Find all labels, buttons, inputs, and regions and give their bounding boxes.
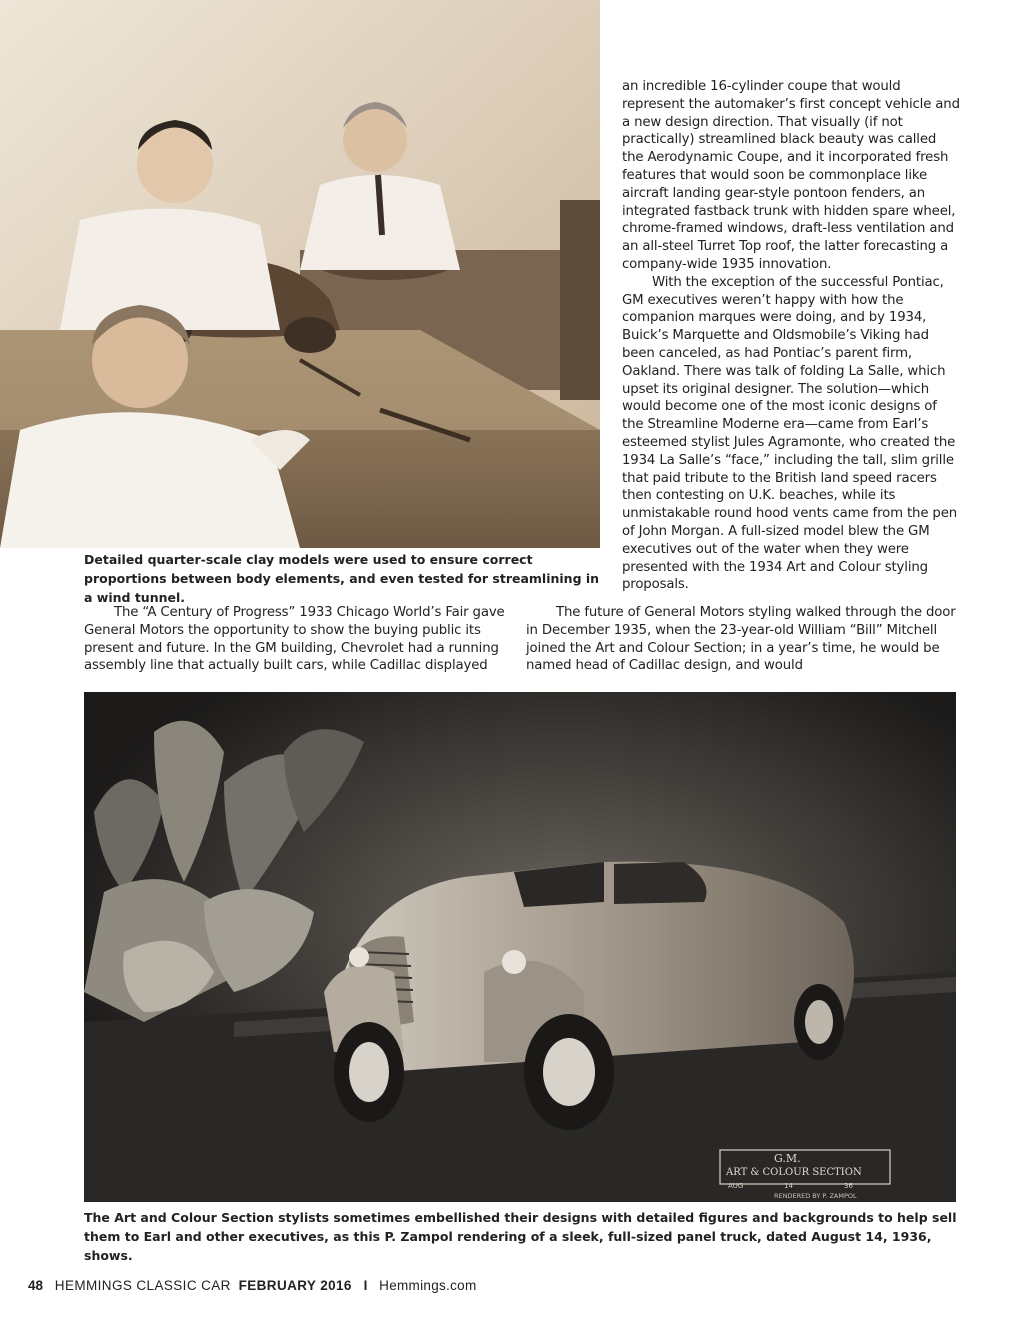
footer-separator: I [363, 1278, 368, 1293]
magazine-name: HEMMINGS CLASSIC CAR [54, 1278, 231, 1293]
article-paragraph: The “A Century of Progress” 1933 Chicago World’s Fair gave General Motors the opportunity to show the buying public its present and future. In the GM building, Chevrolet had a running assembly line that actually built cars, while Cadillac displayed [84, 605, 505, 674]
website-link[interactable]: Hemmings.com [379, 1278, 477, 1293]
article-left-column [84, 604, 516, 675]
plaque-year: 36 [844, 1182, 853, 1190]
article-paragraph: an incredible 16-cylinder coupe that would represent the automaker’s first concept vehicle and a new design direction. That visually (if not practically) streamlined black beauty was called the Aerodynamic Coupe, and it incorporated fresh features that would soon be commonplace like aircraft landing gear-style pontoon fenders, an integrated fastback trunk with hidden spare wheel, chrome-framed windows, draft-less ventilation and an all-steel Turret Top roof, the latter forecasting a company-wide 1935 innovation. [622, 79, 960, 272]
plaque-signature: RENDERED BY P. ZAMPOL [774, 1192, 857, 1200]
article-paragraph: The future of General Motors styling walked through the door in December 1935, when the 23-year-old William “Bill” Mitchell joined the Art and Colour Section; in a year’s time, he would be named head of Cadillac design, and would [526, 605, 956, 674]
top-photo-caption: Detailed quarter-scale clay models were used to ensure correct proportions between body elements, and even tested for streamlining in a wind tunnel. [84, 552, 600, 605]
page-footer [28, 1278, 477, 1298]
article-right-column [622, 78, 960, 594]
issue-date: FEBRUARY 2016 [238, 1278, 352, 1293]
plaque-month: AUG [728, 1182, 744, 1190]
plaque-gm: G.M. [774, 1152, 801, 1165]
clay-model-photo [0, 0, 600, 548]
panel-truck-illustration [84, 692, 956, 1202]
plaque-art-colour: ART & COLOUR SECTION [726, 1167, 862, 1178]
panel-truck-rendering [84, 692, 956, 1202]
article-middle-column [526, 604, 960, 675]
plaque-day: 14 [784, 1182, 793, 1190]
page-number: 48 [28, 1278, 44, 1293]
bottom-photo-caption: The Art and Colour Section stylists sometimes embellished their designs with detailed figures and backgrounds to help sell them to Earl and other executives, as this P. Zampol rendering of a sleek, full-sized panel truck, dated August 14, 1936, shows. [84, 1210, 957, 1263]
article-paragraph: With the exception of the successful Pontiac, GM executives weren’t happy with how the companion marques were doing, and by 1934, Buick’s Marquette and Oldsmobile’s Viking had been canceled, as had Pontiac’s parent firm, Oakland. There was talk of folding La Salle, which upset its original designer. The solution—which would become one of the most iconic designs of the Streamline Moderne era—came from Earl’s esteemed stylist Jules Agramonte, who created the 1934 La Salle’s “face,” including the tall, slim grille that paid tribute to the British land speed racers then contesting on U.K. beaches, while its unmistakable round hood vents came from the pen of John Morgan. A full-sized model blew the GM executives out of the water when they were presented with the 1934 Art and Colour styling proposals. [622, 274, 958, 593]
clay-model-illustration [0, 0, 600, 548]
